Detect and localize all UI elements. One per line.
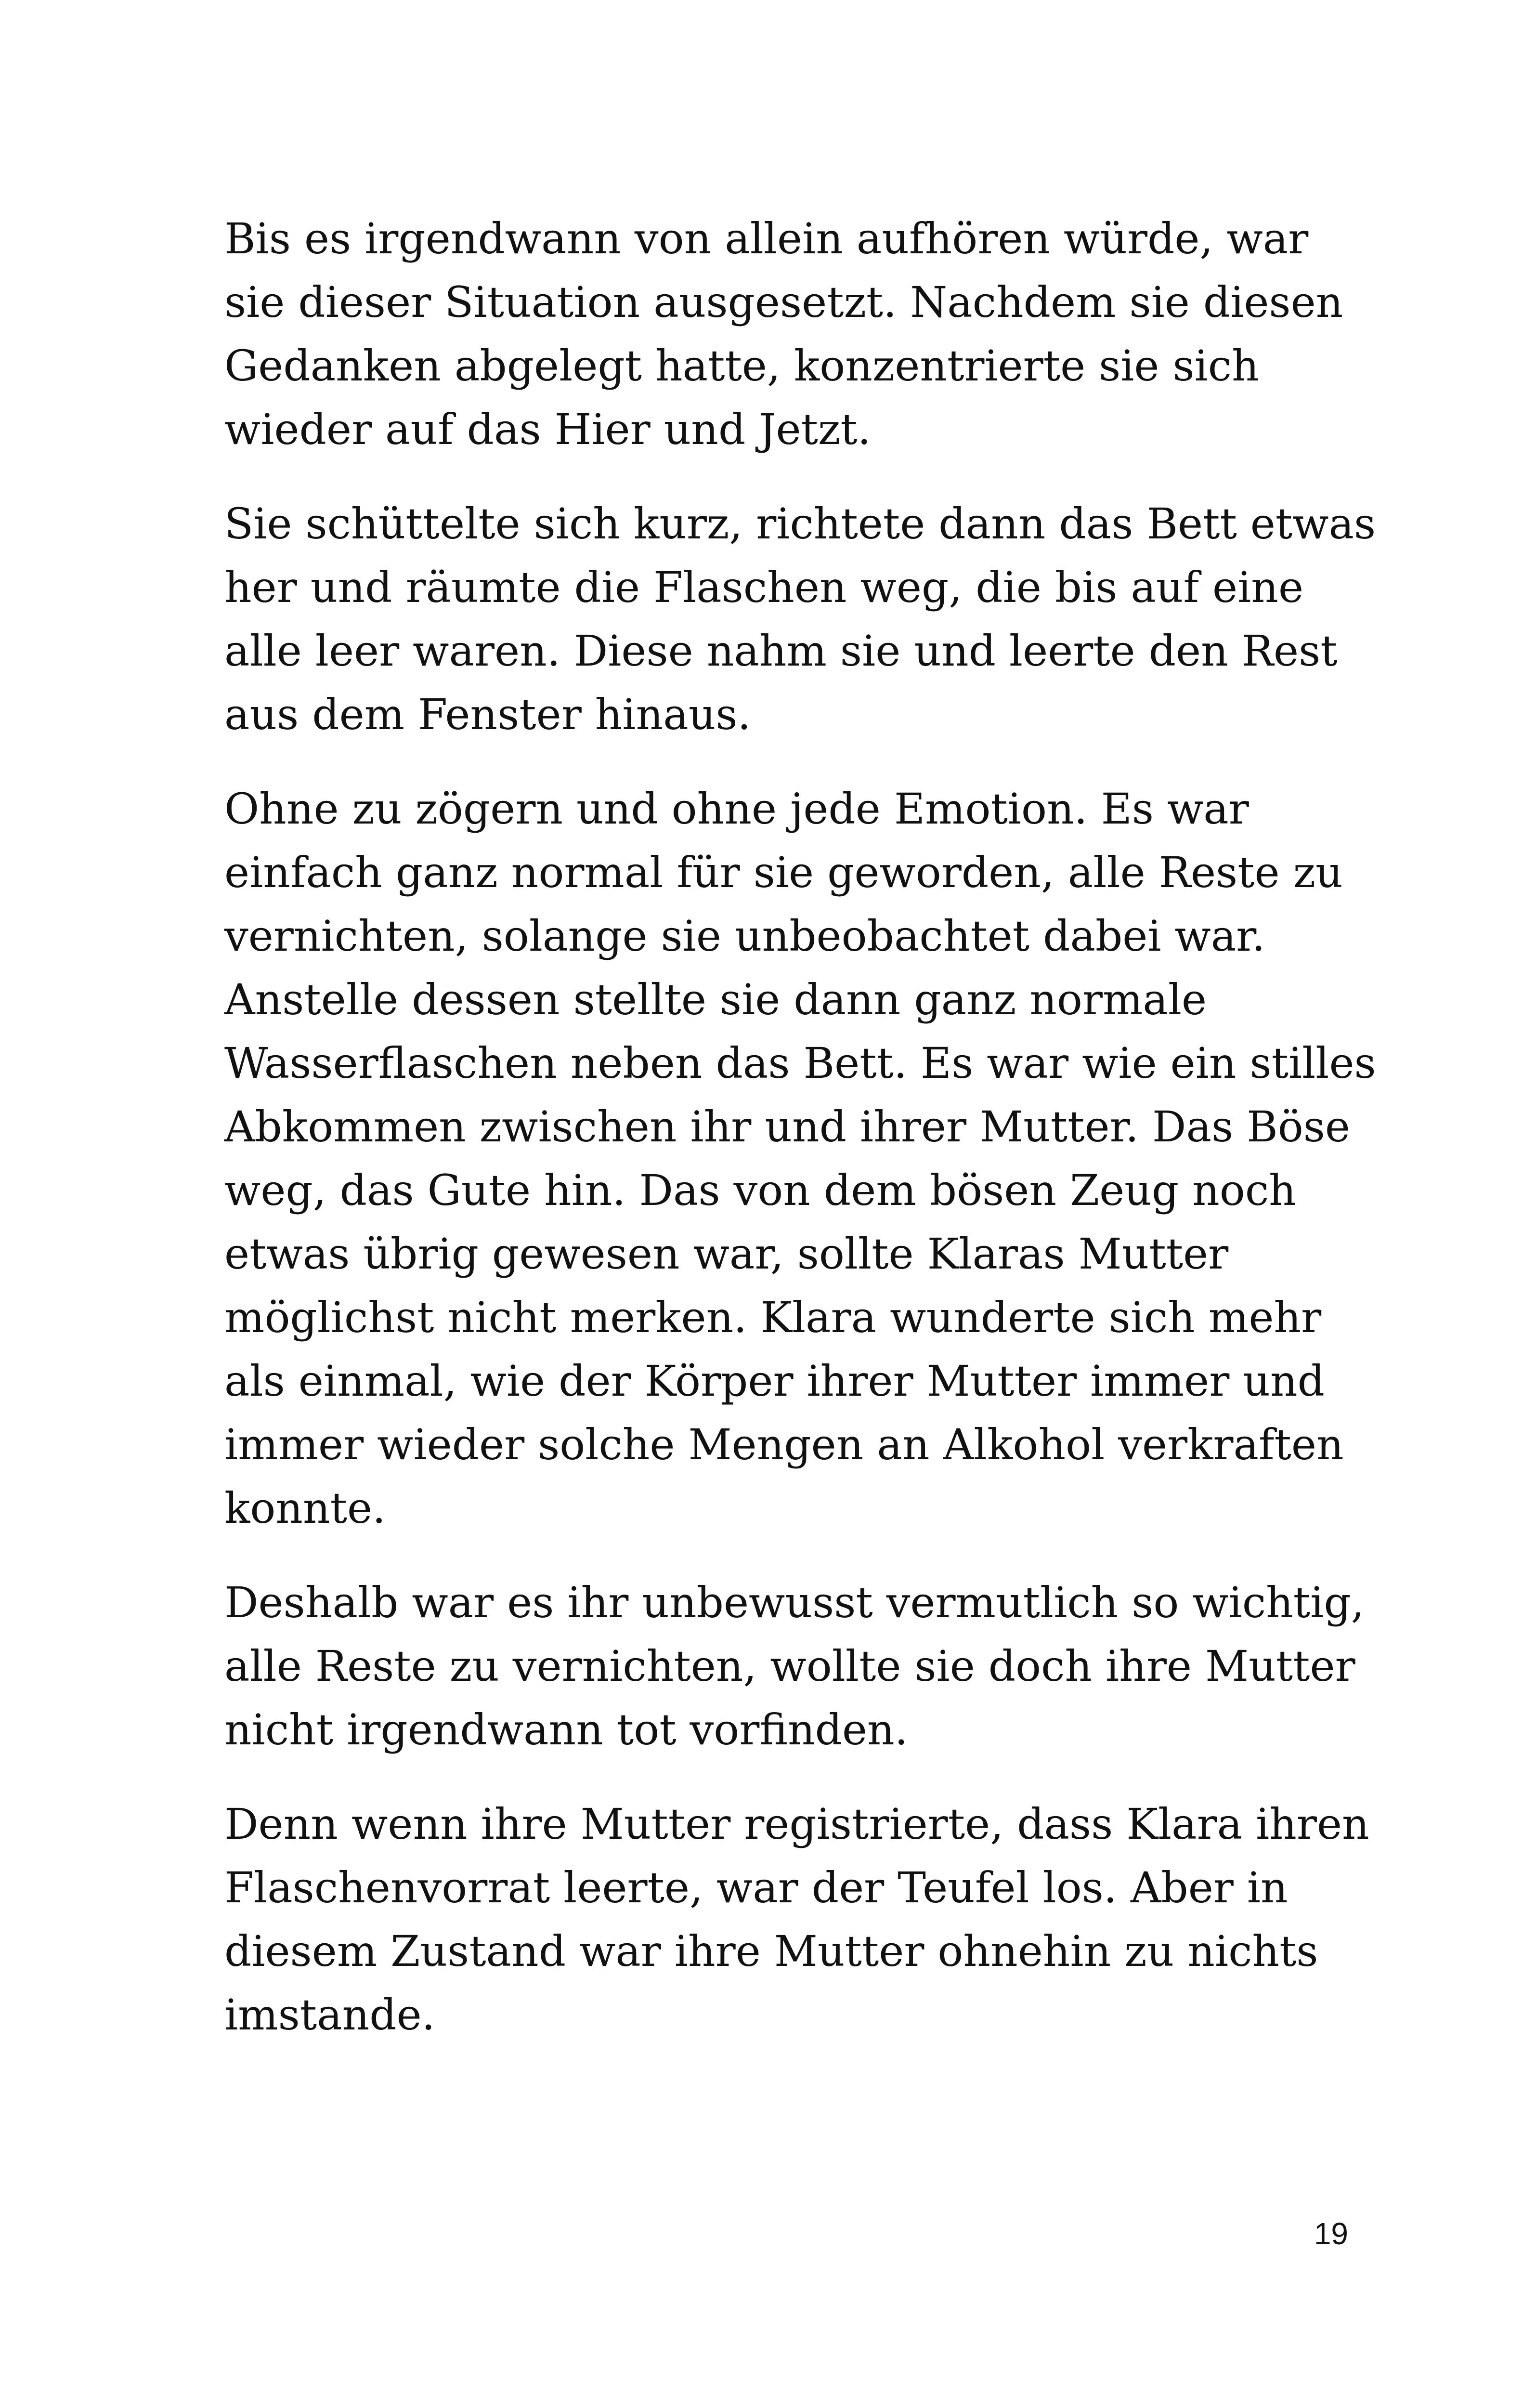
text-line: weg, das Gute hin. Das von dem bösen Zeug noch bbox=[224, 1165, 1296, 1215]
text-line: Abkommen zwischen ihr und ihrer Mutter. Das Böse bbox=[224, 1102, 1350, 1152]
page-body-text bbox=[224, 207, 1376, 2078]
text-line: Ohne zu zögern und ohne jede Emotion. Es war bbox=[224, 784, 1249, 834]
paragraph-3 bbox=[224, 777, 1376, 1540]
text-line: Bis es irgendwann von allein aufhören würde, war bbox=[224, 214, 1309, 263]
text-line: nicht irgendwann tot vorfinden. bbox=[224, 1705, 908, 1754]
text-line: diesem Zustand war ihre Mutter ohnehin zu nichts bbox=[224, 1926, 1318, 1976]
text-line: möglichst nicht merken. Klara wunderte sich mehr bbox=[224, 1293, 1322, 1342]
text-line: etwas übrig gewesen war, sollte Klaras Mutter bbox=[224, 1229, 1229, 1279]
paragraph-1 bbox=[224, 207, 1346, 461]
text-line: Wasserflaschen neben das Bett. Es war wie ein stilles bbox=[224, 1038, 1376, 1088]
text-line: vernichten, solange sie unbeobachtet dabei war. bbox=[224, 911, 1265, 961]
text-line: alle leer waren. Diese nahm sie und leerte den Rest bbox=[224, 626, 1338, 676]
text-line: her und räumte die Flaschen weg, die bis auf eine bbox=[224, 563, 1304, 612]
paragraph-2 bbox=[224, 492, 1376, 746]
text-line: aus dem Fenster hinaus. bbox=[224, 690, 751, 739]
text-line: Flaschenvorrat leerte, war der Teufel los. Aber in bbox=[224, 1863, 1288, 1912]
text-line: alle Reste zu vernichten, wollte sie doch ihre Mutter bbox=[224, 1641, 1355, 1691]
text-line: Denn wenn ihre Mutter registrierte, dass Klara ihren bbox=[224, 1799, 1369, 1849]
text-line: sie dieser Situation ausgesetzt. Nachdem sie diesen bbox=[224, 277, 1343, 327]
page-number: 19 bbox=[1314, 2216, 1348, 2251]
text-line: Gedanken abgelegt hatte, konzentrierte sie sich bbox=[224, 341, 1259, 391]
text-line: wieder auf das Hier und Jetzt. bbox=[224, 405, 871, 454]
text-line: Anstelle dessen stellte sie dann ganz normale bbox=[224, 975, 1207, 1024]
paragraph-4 bbox=[224, 1571, 1365, 1762]
text-line: konnte. bbox=[224, 1483, 386, 1533]
paragraph-5 bbox=[224, 1793, 1369, 2047]
text-line: Deshalb war es ihr unbewusst vermutlich so wichtig, bbox=[224, 1578, 1365, 1627]
text-line: einfach ganz normal für sie geworden, alle Reste zu bbox=[224, 848, 1343, 897]
text-line: imstande. bbox=[224, 1990, 435, 2040]
text-line: als einmal, wie der Körper ihrer Mutter immer und bbox=[224, 1356, 1325, 1406]
text-line: Sie schüttelte sich kurz, richtete dann das Bett etwas bbox=[224, 499, 1376, 549]
text-line: immer wieder solche Mengen an Alkohol verkraften bbox=[224, 1420, 1344, 1469]
